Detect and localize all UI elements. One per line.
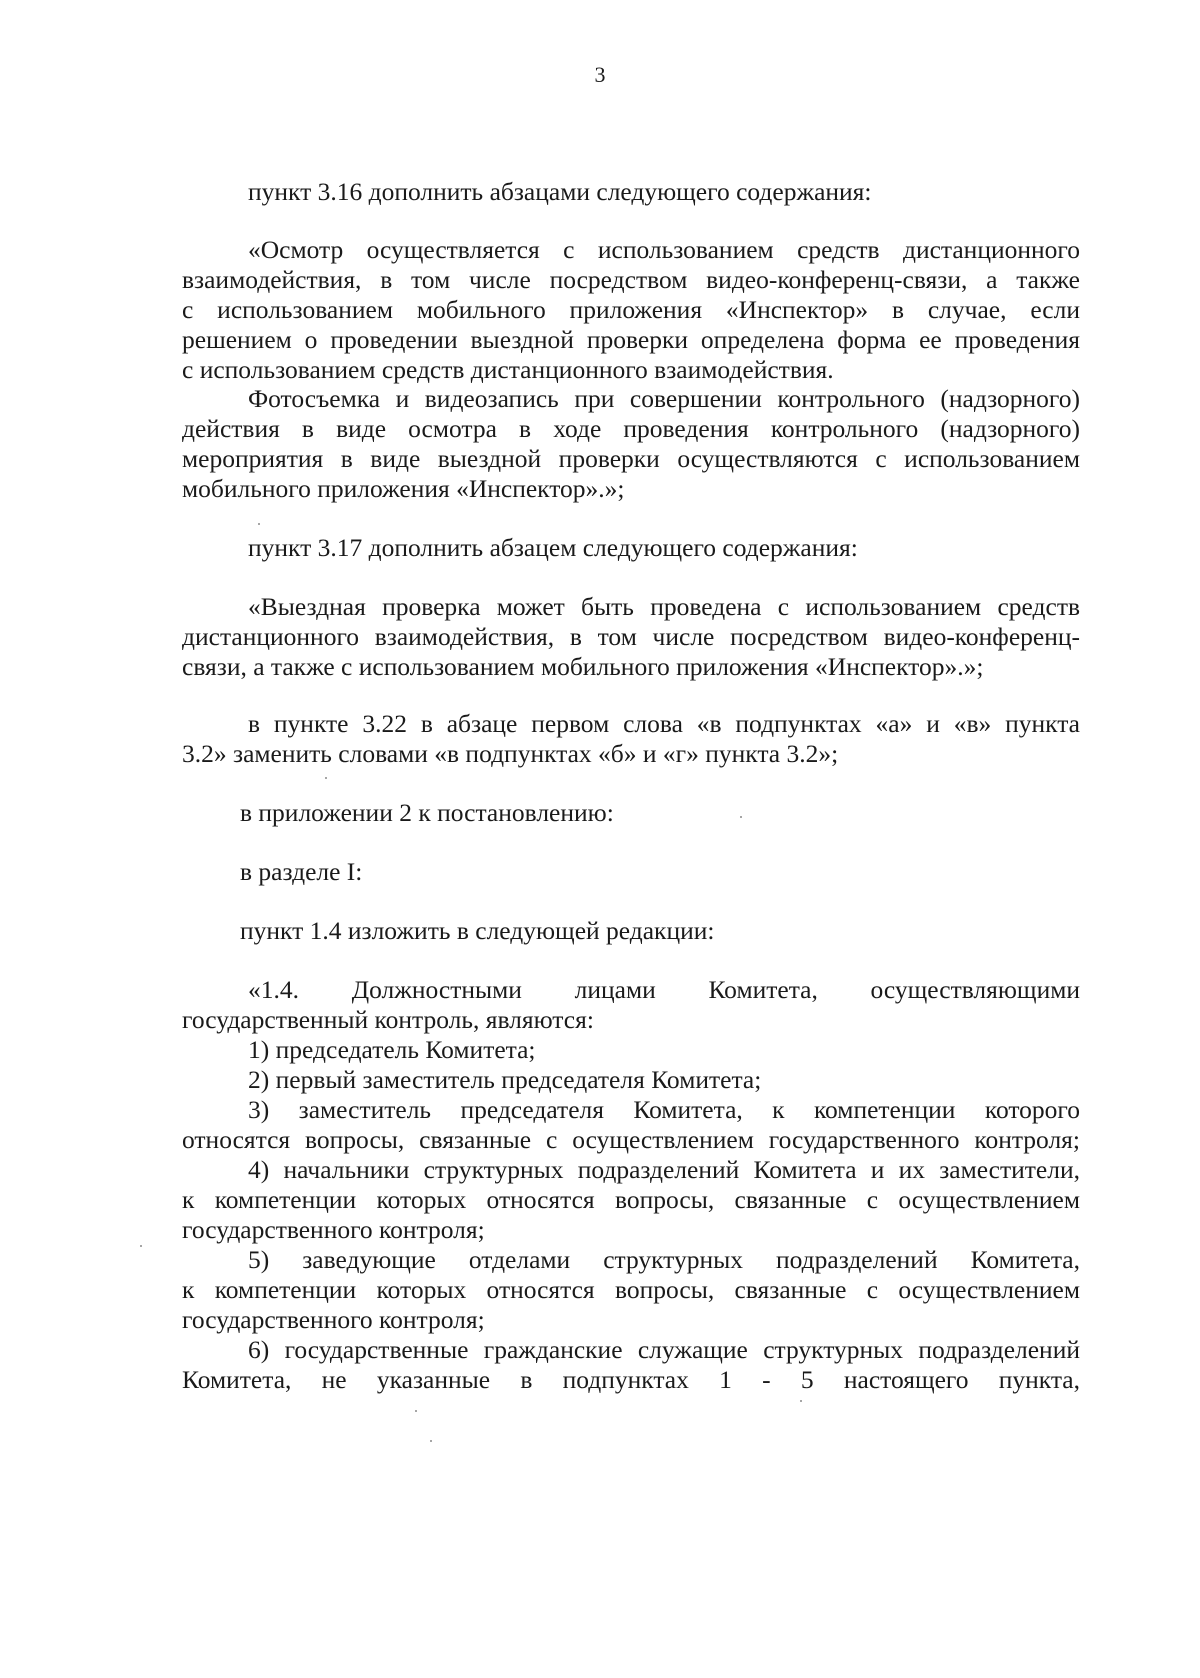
paragraph-line: действия в виде осмотра в ходе проведения контрольного (надзорного) — [182, 414, 1080, 443]
scan-speck — [415, 1410, 417, 1412]
paragraph-line: относятся вопросы, связанные с осуществлением государственного контроля; — [182, 1125, 1080, 1154]
page-number: 3 — [594, 62, 606, 87]
list-item: 3) заместитель председателя Комитета, к компетенции которого — [248, 1095, 1080, 1124]
paragraph-line: Комитета, не указанные в подпунктах 1 - 5 настоящего пункта, — [182, 1365, 1080, 1394]
scan-speck — [140, 1245, 142, 1247]
paragraph-line: к компетенции которых относятся вопросы, связанные с осуществлением — [182, 1275, 1080, 1304]
paragraph-line: в пункте 3.22 в абзаце первом слова «в подпунктах «а» и «в» пункта — [248, 709, 1080, 738]
scan-speck — [430, 1440, 432, 1442]
list-item: 2) первый заместитель председателя Комитета; — [248, 1065, 762, 1094]
paragraph-line: пункт 1.4 изложить в следующей редакции: — [240, 916, 715, 945]
paragraph-line: «Выездная проверка может быть проведена с использованием средств — [248, 592, 1080, 621]
paragraph-line: пункт 3.17 дополнить абзацем следующего содержания: — [248, 533, 858, 562]
paragraph-line: мероприятия в виде выездной проверки осуществляются с использованием — [182, 444, 1080, 473]
paragraph-line: связи, а также с использованием мобильного приложения «Инспектор».»; — [182, 652, 984, 681]
paragraph-line: мобильного приложения «Инспектор».»; — [182, 474, 625, 503]
paragraph-line: взаимодействия, в том числе посредством видео-конференц-связи, а также — [182, 265, 1080, 294]
scan-speck — [740, 816, 742, 818]
paragraph-line: к компетенции которых относятся вопросы, связанные с осуществлением — [182, 1185, 1080, 1214]
scan-speck — [258, 523, 260, 525]
paragraph-line: с использованием мобильного приложения «Инспектор» в случае, если — [182, 295, 1080, 324]
paragraph-line: дистанционного взаимодействия, в том числе посредством видео-конференц- — [182, 622, 1080, 651]
list-item: 1) председатель Комитета; — [248, 1035, 536, 1064]
scan-speck — [800, 1400, 802, 1402]
paragraph-line: в приложении 2 к постановлению: — [240, 798, 614, 827]
paragraph-line: пункт 3.16 дополнить абзацами следующего содержания: — [248, 177, 872, 206]
list-item: 5) заведующие отделами структурных подразделений Комитета, — [248, 1245, 1080, 1274]
paragraph-line: 3.2» заменить словами «в подпунктах «б» и «г» пункта 3.2»; — [182, 739, 839, 768]
paragraph-line: решением о проведении выездной проверки определена форма ее проведения — [182, 325, 1080, 354]
paragraph-line: государственный контроль, являются: — [182, 1005, 594, 1034]
list-item: 4) начальники структурных подразделений Комитета и их заместители, — [248, 1155, 1080, 1184]
paragraph-line: государственного контроля; — [182, 1305, 485, 1334]
list-item: 6) государственные гражданские служащие структурных подразделений — [248, 1335, 1080, 1364]
paragraph-line: государственного контроля; — [182, 1215, 485, 1244]
paragraph-line: с использованием средств дистанционного взаимодействия. — [182, 355, 834, 384]
paragraph-line: «1.4. Должностными лицами Комитета, осуществляющими — [248, 975, 1080, 1004]
scan-speck — [325, 777, 327, 779]
paragraph-line: «Осмотр осуществляется с использованием средств дистанционного — [248, 235, 1080, 264]
paragraph-line: Фотосъемка и видеозапись при совершении контрольного (надзорного) — [248, 384, 1080, 413]
paragraph-line: в разделе I: — [240, 857, 363, 886]
